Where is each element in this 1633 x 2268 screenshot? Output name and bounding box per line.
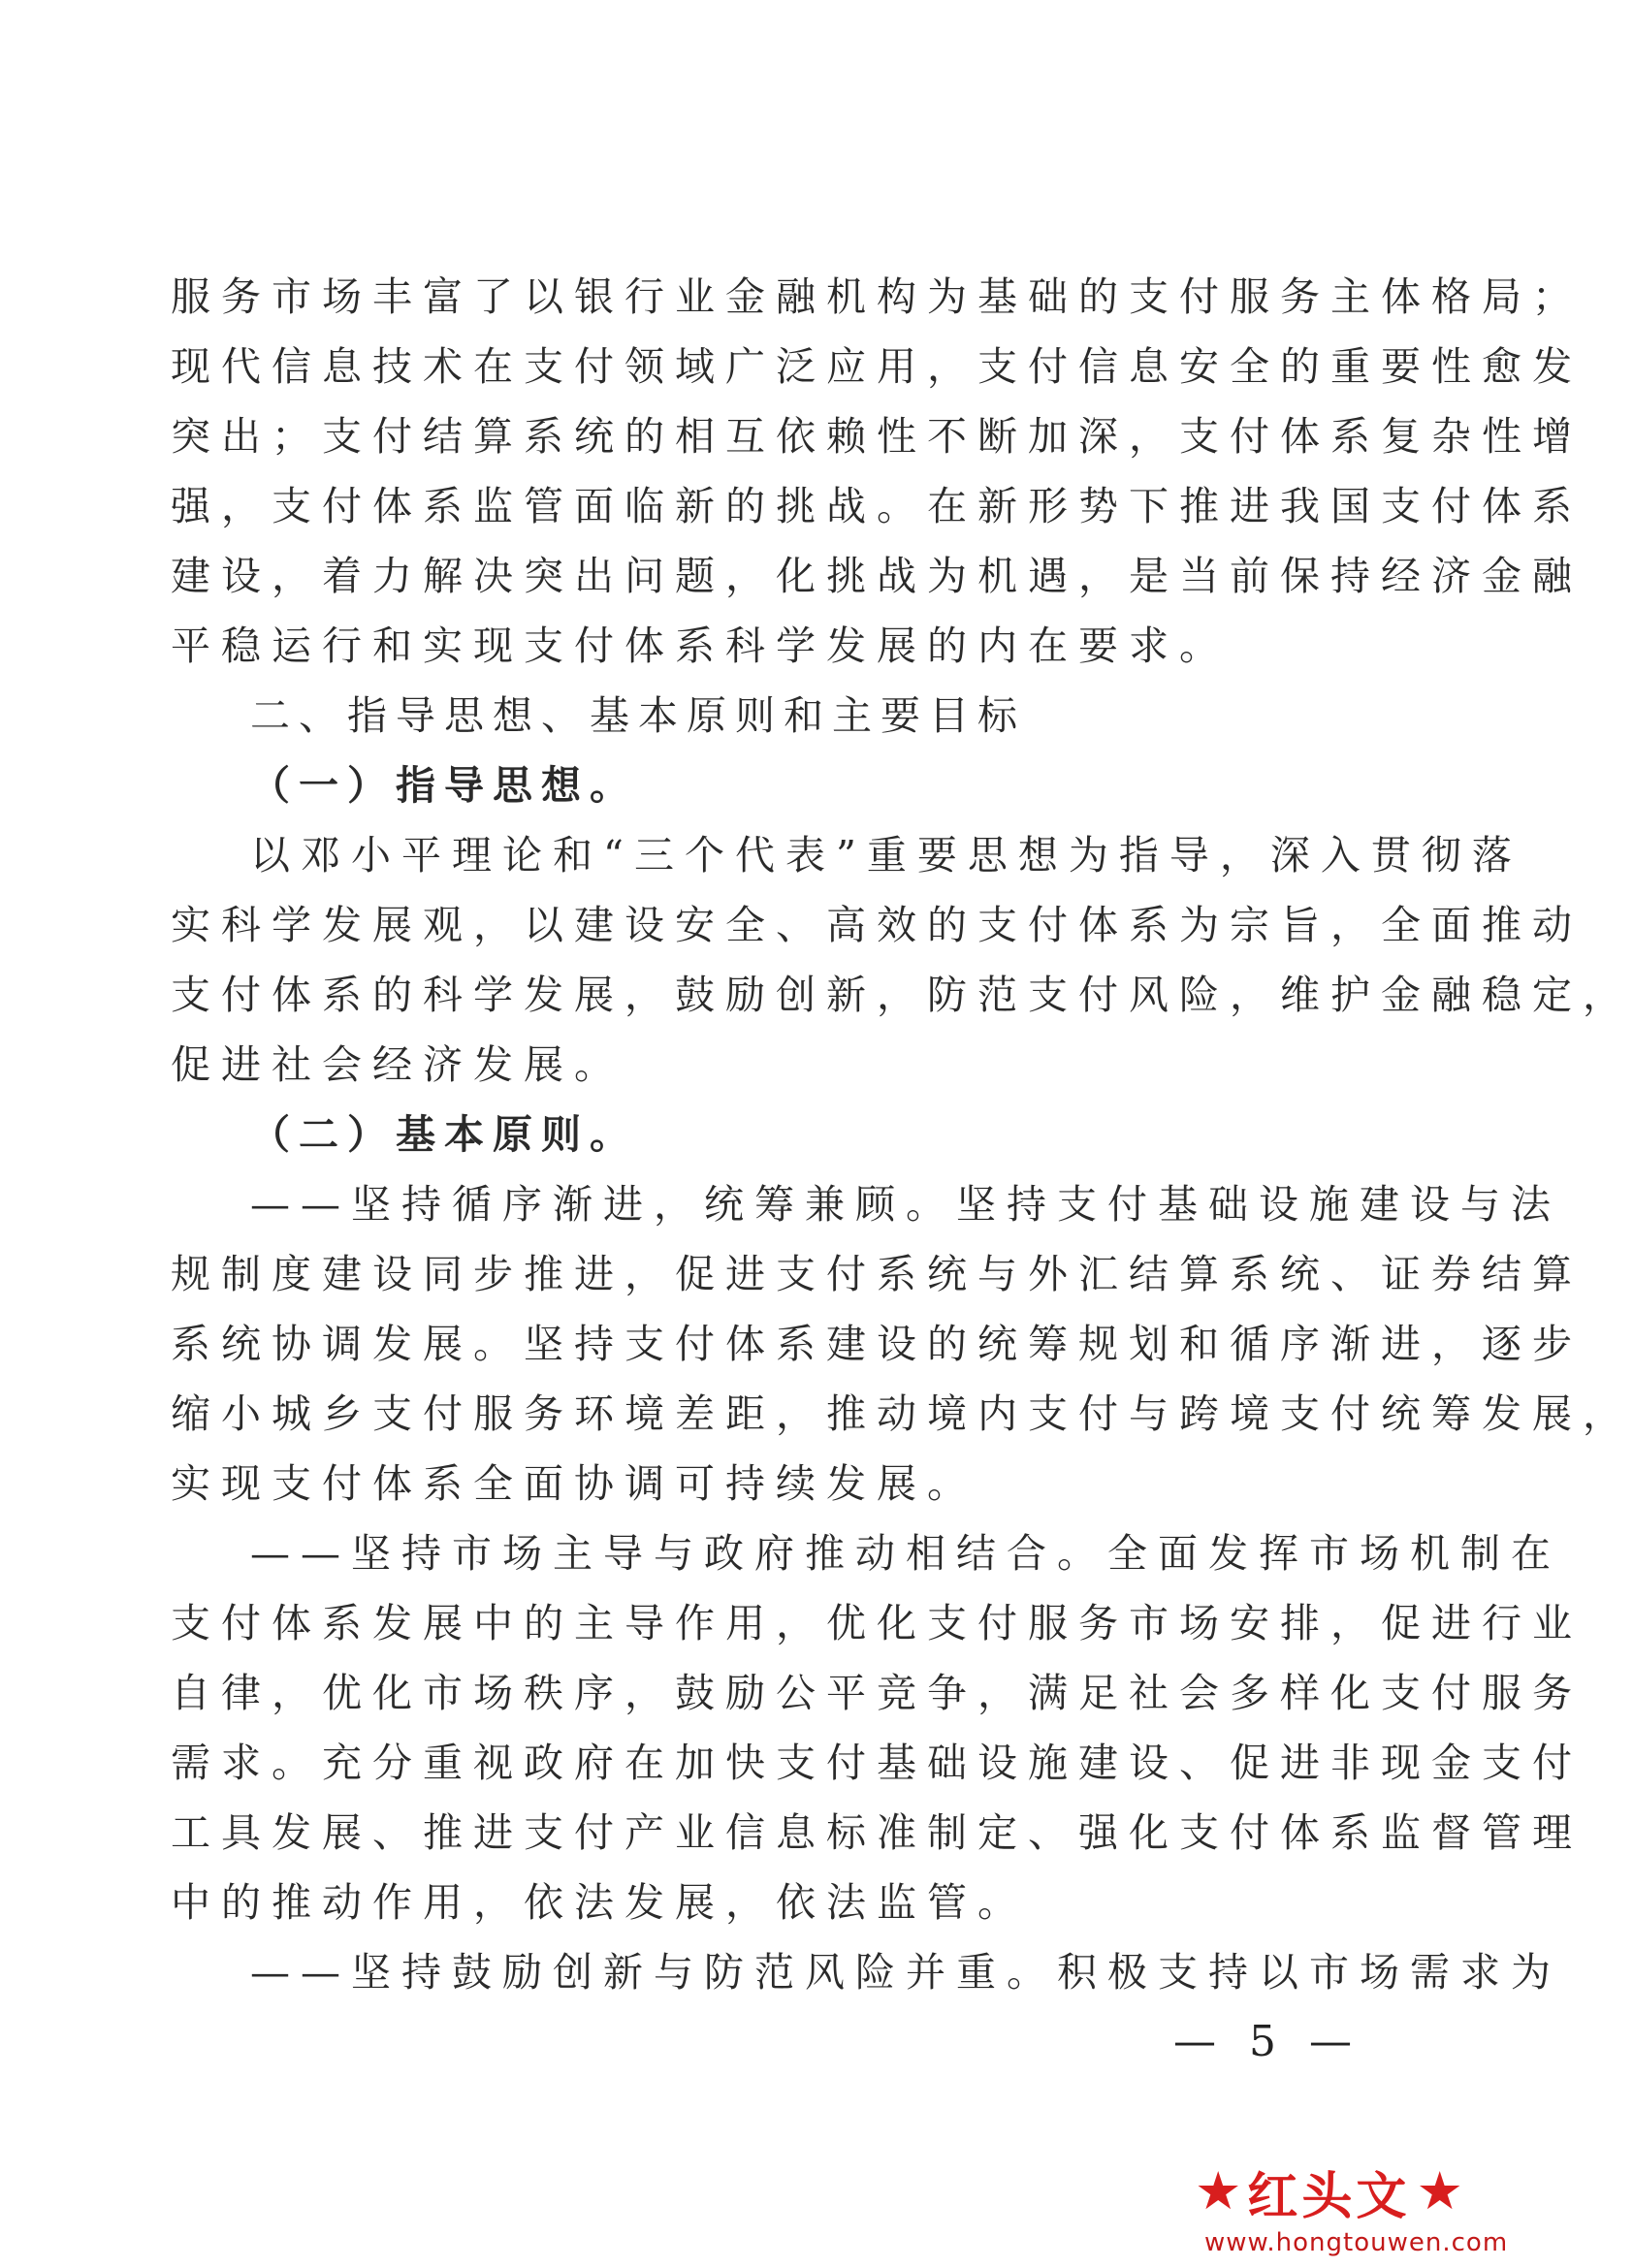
watermark-title: 红头文 xyxy=(1247,2167,1411,2226)
text-line: 缩小城乡支付服务环境差距，推动境内支付与跨境支付统筹发展， xyxy=(171,1390,1633,1437)
section-heading: 二、指导思想、基本原则和主要目标 xyxy=(250,692,1026,739)
page-number: — 5 — xyxy=(1173,2017,1361,2066)
text-line: 规制度建设同步推进，促进支付系统与外汇结算系统、证券结算 xyxy=(171,1251,1583,1297)
subsection-heading: （二）基本原则。 xyxy=(250,1111,638,1158)
text-line: ——坚持循序渐进，统筹兼顾。坚持支付基础设施建设与法 xyxy=(250,1181,1561,1228)
text-line: 工具发展、推进支付产业信息标准制定、强化支付体系监督管理 xyxy=(171,1809,1583,1856)
text-line: 需求。充分重视政府在加快支付基础设施建设、促进非现金支付 xyxy=(171,1740,1583,1786)
text-line: 自律，优化市场秩序，鼓励公平竞争，满足社会多样化支付服务 xyxy=(171,1670,1583,1716)
text-line: 突出；支付结算系统的相互依赖性不断加深，支付体系复杂性增 xyxy=(171,413,1583,460)
text-line: 中的推动作用，依法发展，依法监管。 xyxy=(171,1879,1028,1926)
text-line: 实科学发展观，以建设安全、高效的支付体系为宗旨，全面推动 xyxy=(171,902,1583,948)
text-line: 实现支付体系全面协调可持续发展。 xyxy=(171,1460,977,1507)
text-line: 促进社会经济发展。 xyxy=(171,1041,624,1088)
text-line: 支付体系的科学发展，鼓励创新，防范支付风险，维护金融稳定， xyxy=(171,972,1633,1018)
document-body xyxy=(171,262,1633,2007)
watermark-title-row xyxy=(1195,2160,1592,2226)
text-line: ——坚持鼓励创新与防范风险并重。积极支持以市场需求为 xyxy=(250,1949,1561,1996)
watermark xyxy=(1195,2160,1592,2262)
star-icon: ★ xyxy=(1416,2160,1463,2221)
text-line: 建设，着力解决突出问题，化挑战为机遇，是当前保持经济金融 xyxy=(171,553,1583,599)
watermark-url: www.hongtouwen.com xyxy=(1204,2228,1509,2257)
text-line: 服务市场丰富了以银行业金融机构为基础的支付服务主体格局； xyxy=(171,273,1583,320)
text-line: 支付体系发展中的主导作用，优化支付服务市场安排，促进行业 xyxy=(171,1600,1583,1646)
text-line: 系统协调发展。坚持支付体系建设的统筹规划和循序渐进，逐步 xyxy=(171,1321,1583,1367)
text-line: ——坚持市场主导与政府推动相结合。全面发挥市场机制在 xyxy=(250,1530,1561,1577)
star-icon: ★ xyxy=(1195,2160,1242,2221)
text-line: 以邓小平理论和“三个代表”重要思想为指导，深入贯彻落 xyxy=(250,832,1522,878)
text-line: 强，支付体系监管面临新的挑战。在新形势下推进我国支付体系 xyxy=(171,483,1583,529)
text-line: 平稳运行和实现支付体系科学发展的内在要求。 xyxy=(171,623,1230,669)
subsection-heading: （一）指导思想。 xyxy=(250,762,638,809)
text-line: 现代信息技术在支付领域广泛应用，支付信息安全的重要性愈发 xyxy=(171,343,1583,390)
